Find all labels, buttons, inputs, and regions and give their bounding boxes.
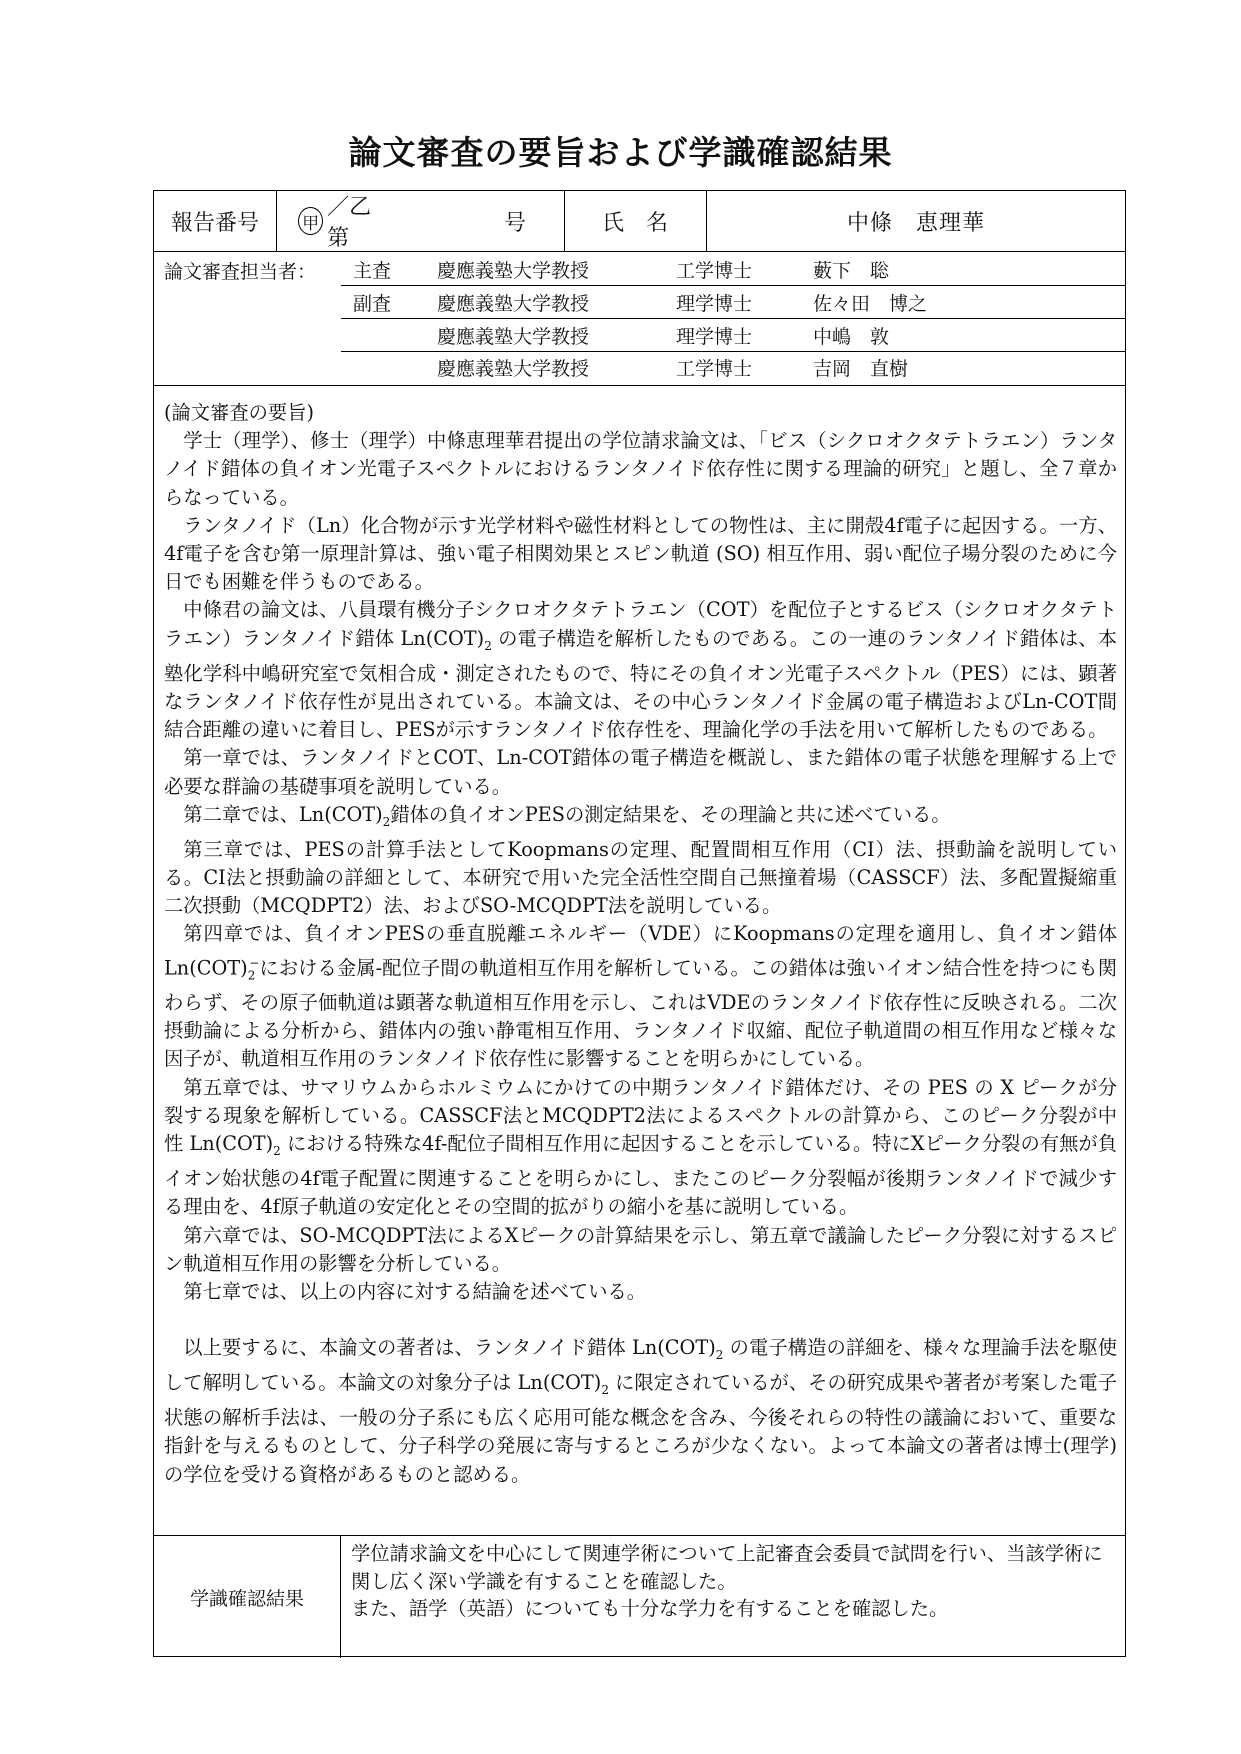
- result-line: 学位請求論文を中心にして関連学術について上記審査会委員で試問を行い、当該学術に関し広く深い学識を有することを確認した。: [351, 1542, 1103, 1593]
- examiner-degree: 工学博士: [676, 259, 753, 282]
- report-number-suffix: 号: [503, 210, 526, 236]
- result-line: また、語学（英語）についても十分な学力を有することを確認した。: [351, 1597, 949, 1620]
- examiner-degree: 理学博士: [676, 325, 753, 348]
- summary-paragraph: 第三章では、PESの計算手法としてKoopmansの定理、配置間相互作用（CI）法、摂動論を説明している。CI法と摂動論の詳細として、本研究で用いた完全活性空間自己無撞着場（CASSCF）法、多配置擬縮重二次摂動（MCQDPT2）法、およびSO-MCQDPT法を説明している。: [164, 837, 1117, 918]
- summary-heading: (論文審査の要旨): [164, 401, 315, 424]
- examiner-affiliation: 慶應義塾大学教授: [437, 292, 590, 315]
- summary-paragraph: 中條君の論文は、八員環有機分子シクロオクタテトラエン（COT）を配位子とするビス（シクロオクタテトラエン）ランタノイド錯体 $Ln(COT)_2$ の電子構造を解析したものである。この一連のランタノイド錯体は、本塾化学科中嶋研究室で気相合成・測定されたもので、特にその負イオン光電子スペクトル（PES）には、顕著なランタノイド依存性が見出されている。本論文は、その中心ランタノイド金属の電子構造およびLn-COT間結合距離の違いに着目し、PESが示すランタノイド依存性を、理論化学の手法を用いて解析したものである。: [164, 598, 1117, 742]
- name-label: 氏 名: [601, 210, 668, 236]
- examiners-label: 論文審査担当者：: [164, 261, 317, 283]
- examiner-row: [341, 253, 1125, 286]
- summary-paragraph: 学士（理学）、修士（理学）中條恵理華君提出の学位請求論文は、「ビス（シクロオクタテトラエン）ランタノイド錯体の負イオン光電子スペクトルにおけるランタノイド依存性に関する理論的研究」と題し、全７章からなっている。: [164, 429, 1117, 509]
- report-number-label: 報告番号: [170, 210, 259, 236]
- examiner-role: 副査: [353, 292, 392, 315]
- examiner-row: [341, 351, 1125, 383]
- examiner-row: [341, 319, 1125, 352]
- examiner-name: 中嶋 敦: [813, 325, 890, 348]
- report-number-field: [276, 191, 526, 251]
- examiners-section: [154, 251, 1125, 386]
- examiner-affiliation: 慶應義塾大学教授: [437, 325, 590, 348]
- summary-conclusion: 以上要するに、本論文の著者は、ランタノイド錯体 $Ln(COT)_2$ の電子構造の詳細を、様々な理論手法を駆使して解明している。本論文の対象分子は $Ln(COT)_2$ に限定されているが、その研究成果や著者が考案した電子状態の解析手法は、一般の分子系にも広く応用可能な概念を含み、今後それらの特性の議論において、重要な指針を与えるものとして、分子科学の発展に寄与するところが少なくない。よって本論文の著者は博士(理学)の学位を受ける資格があるものと認める。: [164, 1336, 1117, 1486]
- examiner-degree: 理学博士: [676, 292, 753, 315]
- summary-paragraph: 第一章では、ランタノイドとCOT、Ln-COT錯体の電子構造を概説し、また錯体の電子状態を理解する上で必要な群論の基礎事項を説明している。: [164, 746, 1117, 798]
- summary-paragraph: 第七章では、以上の内容に対する結論を述べている。: [183, 1279, 647, 1303]
- report-type-text: ／乙第: [327, 195, 372, 251]
- examiner-role: 主査: [353, 259, 392, 282]
- review-summary: [154, 385, 1125, 1536]
- header-row: [154, 191, 1125, 252]
- result-label: 学識確認結果: [154, 1536, 341, 1658]
- summary-paragraph: 第五章では、サマリウムからホルミウムにかけての中期ランタノイド錯体だけ、その PES の X ピークが分裂する現象を解析している。CASSCF法とMCQDPT2法によるスペクトルの計算から、このピーク分裂が中性 $Ln(COT)_2$ における特殊な4f-配位子間相互作用に起因することを示している。特にXピーク分裂の有無が負イオン始状態の4f電子配置に関連することを明らかにし、またこのピーク分裂幅が後期ランタノイドで減少する理由を、4f原子軌道の安定化とその空間的拡がりの縮小を基に説明している。: [164, 1075, 1117, 1219]
- examiner-name: 藪下 聡: [813, 259, 890, 282]
- examiner-name: 吉岡 直樹: [813, 357, 909, 380]
- examiner-affiliation: 慶應義塾大学教授: [437, 357, 590, 380]
- name-value: 中條 恵理華: [846, 210, 985, 236]
- summary-paragraph: 第四章では、負イオンPESの垂直脱離エネルギー（VDE）にKoopmansの定理を適用し、負イオン錯体 $Ln(COT)_2^-$における金属-配位子間の軌道相互作用を解析している。この錯体は強いイオン結合性を持つにも関わらず、その原子価軌道は顕著な軌道相互作用を示し、これはVDEのランタノイド依存性に反映される。二次摂動論による分析から、錯体内の強い静電相互作用、ランタノイド収縮、配位子軌道間の相互作用など様々な因子が、軌道相互作用のランタノイド依存性に影響することを明らかにしている。: [164, 922, 1117, 1071]
- summary-paragraph: ランタノイド（Ln）化合物が示す光学材料や磁性材料としての物性は、主に開殻4f電子に起因する。一方、4f電子を含む第一原理計算は、強い電子相関効果とスピン軌道 (SO) 相互作用、弱い配位子場分裂のために今日でも困難を伴うものである。: [164, 513, 1117, 594]
- report-form: [153, 190, 1126, 1657]
- summary-paragraph: 第六章では、SO-MCQDPT法によるXピークの計算結果を示し、第五章で議論したピーク分裂に対するスピン軌道相互作用の影響を分析している。: [164, 1223, 1117, 1275]
- result-text: [351, 1540, 1117, 1623]
- examiner-affiliation: 慶應義塾大学教授: [437, 259, 590, 282]
- examiner-row: [341, 286, 1125, 319]
- summary-paragraph: 第二章では、$Ln(COT)_2$錯体の負イオンPESの測定結果を、その理論と共に述べている。: [183, 802, 951, 829]
- report-type-circled: 甲: [298, 207, 323, 235]
- examiner-degree: 工学博士: [676, 357, 753, 380]
- result-section: [154, 1536, 1125, 1658]
- page-title: 論文審査の要旨および学識確認結果: [348, 133, 893, 172]
- examiner-name: 佐々田 博之: [813, 292, 928, 315]
